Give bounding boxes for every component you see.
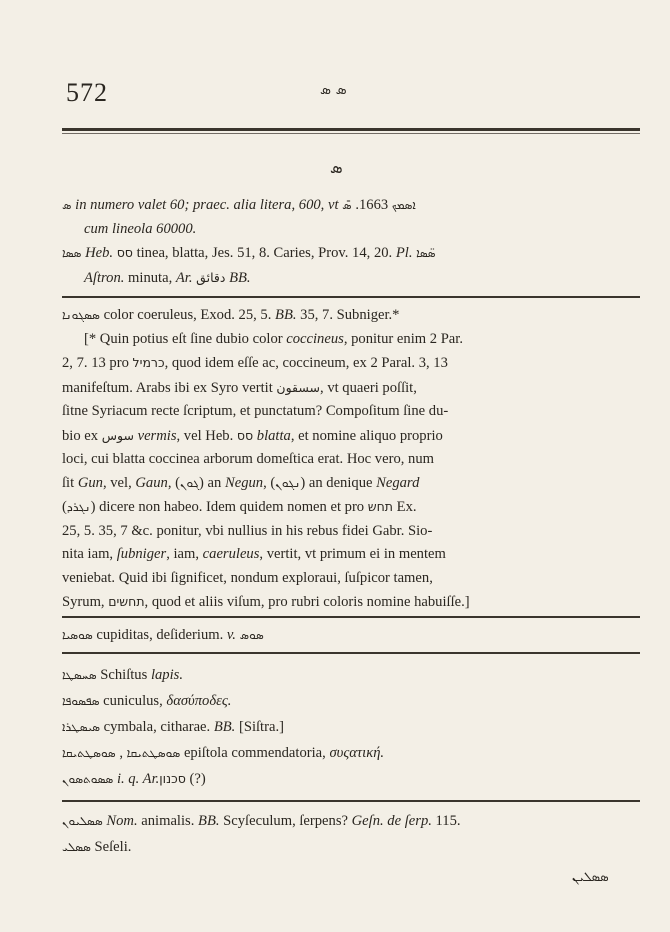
- separator-rule: [62, 296, 640, 298]
- entry-line: [62, 472, 640, 496]
- entry-text: Seſeli.: [90, 839, 132, 855]
- entry-line: [62, 543, 640, 567]
- entry-text: cuniculus,: [99, 693, 167, 709]
- entry-text: Nom.: [102, 813, 138, 829]
- entry-text: caeruleus: [202, 546, 260, 562]
- entry-text: 1663.: [351, 197, 392, 213]
- entry-text: Negard: [376, 474, 420, 491]
- entry-text: Heb.: [81, 245, 117, 261]
- entry-text: ſubniger: [116, 546, 167, 562]
- entry-text: BB.: [213, 719, 236, 735]
- entry-line: [62, 808, 640, 834]
- entry-text: coccineus: [286, 330, 344, 347]
- entry-text: , et nomine aliquo proprio: [290, 427, 443, 444]
- entry-text: (?): [185, 771, 206, 787]
- entry-line: [62, 495, 640, 520]
- entry-line: [62, 424, 640, 449]
- syriac-word: ܐܣܡܟ: [391, 198, 416, 212]
- syriac-word: ܣܚܣܛܐ: [62, 668, 97, 682]
- syriac-word: ܢܓܪܕ: [66, 500, 91, 514]
- entry-line: ſitne Syriacum recte ſcriptum, et punctatum? Compoſitum ſine du-: [62, 403, 449, 419]
- entry-text: Ar.: [175, 269, 193, 286]
- greek-word: συςατική.: [329, 745, 385, 761]
- entry-text: 115.: [431, 813, 461, 829]
- entry-text: epiſtola commendatoria,: [180, 745, 330, 761]
- entry-line: [62, 662, 640, 688]
- entry-text: lapis.: [150, 667, 183, 683]
- arabic-word: سوس: [101, 427, 134, 443]
- syriac-word: ܣܦܣܘܦܐ: [62, 694, 100, 708]
- entry-text: , (: [167, 474, 180, 491]
- entry-text: cupiditas, deſiderium.: [92, 627, 227, 643]
- syriac-word: ܣ: [62, 198, 72, 212]
- entry-line: [62, 590, 640, 615]
- syriac-word: ܣܘܣܝܐ: [62, 628, 93, 642]
- entry-line: loci, cui blatta coccinea arborum domeſtica erat. Hoc vero, num: [62, 451, 434, 467]
- entry-text: tinea, blatta, Jes. 51, 8. Caries, Prov. 14, 20.: [132, 245, 396, 261]
- entry-line: [62, 834, 640, 860]
- separator-rule: [62, 616, 640, 618]
- page-number: 572: [66, 78, 108, 107]
- entry-text: ) an: [199, 474, 225, 491]
- entry-line: [62, 351, 640, 376]
- separator-rule: [62, 800, 640, 802]
- entry-line: [62, 624, 640, 648]
- entry-line: [62, 766, 640, 792]
- entry-text: Gun: [77, 474, 103, 491]
- hebrew-word: תחשים: [108, 594, 145, 609]
- syriac-word: ܣܣܐ: [62, 246, 82, 260]
- entry-text: , iam,: [166, 546, 203, 562]
- entry-text: nita iam,: [62, 546, 117, 562]
- entry-text: vermis: [133, 427, 177, 444]
- entry-text: , ponitur enim 2 Par.: [343, 330, 463, 347]
- entry-line: [62, 714, 640, 740]
- entry-text: , quod et aliis viſum, pro rubri coloris nomine habuiſſe.]: [144, 594, 470, 610]
- entry-text: BB.: [225, 269, 251, 286]
- syriac-word: ܣ̈ܣܐ: [416, 246, 436, 260]
- entry-text: , vel,: [102, 474, 136, 491]
- hebrew-word: סס: [116, 245, 133, 260]
- entry-text: 2, 7. 13 pro: [62, 355, 133, 371]
- entry-text: , vel Heb.: [176, 427, 237, 444]
- syriac-word: ܣܘܣ: [239, 628, 264, 642]
- entry-text: Gaun: [135, 474, 168, 491]
- entry-text: ſit: [62, 474, 78, 491]
- entry-line: [62, 304, 640, 328]
- entry-text: v.: [226, 627, 236, 643]
- hebrew-word: תחש: [367, 499, 394, 514]
- entry-text: BB.: [198, 813, 220, 829]
- entry-block-3: [62, 624, 640, 648]
- separator-rule: [62, 652, 640, 654]
- syriac-word: ܣ̄: [342, 198, 352, 212]
- entry-text: Schiſtus: [96, 667, 151, 683]
- entry-text: Negun: [224, 474, 264, 491]
- hebrew-word: כרמיל: [132, 355, 165, 370]
- entry-text: [* Quin potius eſt ſine dubio color: [84, 330, 287, 347]
- entry-block-1: [62, 194, 640, 290]
- catchword: ܣܣܠܝܢ: [572, 870, 609, 885]
- arabic-word: سسقون: [276, 379, 321, 395]
- entry-line: [62, 266, 640, 291]
- entry-text: , vertit, vt primum ei in mentem: [259, 546, 446, 562]
- arabic-word: دقائق: [196, 269, 226, 285]
- syriac-word: ܣܣܘܬܣܘܢ: [62, 772, 114, 786]
- syriac-word: ܣܝܣܛܪܐ: [62, 720, 100, 734]
- entry-text: i. q.: [113, 771, 143, 787]
- entry-text: , vt quaeri poſſit,: [320, 379, 417, 396]
- entry-text: BB.: [275, 307, 297, 323]
- entry-text: minuta,: [124, 269, 176, 286]
- entry-line: [62, 328, 640, 352]
- entry-line: [62, 241, 640, 266]
- entry-text: Ex.: [393, 499, 417, 515]
- entry-text: ,: [115, 745, 127, 761]
- entry-block-4: [62, 662, 640, 792]
- syriac-word: ܣܣܠܝܘܢ: [62, 814, 103, 828]
- entry-line: cum lineola 60000.: [84, 220, 197, 237]
- syriac-word: ܢܓܘܢ: [275, 475, 301, 490]
- entry-text: blatta: [253, 427, 291, 444]
- entry-text: in numero valet 60; praec. alia litera, 600, vt: [71, 197, 343, 213]
- hebrew-word: סכנון: [159, 771, 186, 786]
- entry-text: [Siſtra.]: [235, 719, 284, 735]
- entry-block-2: [62, 304, 640, 615]
- entry-text: Aſtron.: [84, 269, 125, 286]
- syriac-word: ܣܘܣܛܬܝܩܐ: [62, 746, 116, 760]
- entry-text: ) dicere non habeo. Idem quidem nomen et pro: [90, 499, 368, 515]
- entry-text: animalis.: [137, 813, 199, 829]
- entry-text: manifeſtum. Arabs ibi ex Syro vertit: [62, 379, 277, 396]
- entry-text: (: [62, 499, 67, 515]
- entry-line: 25, 5. 35, 7 &c. ponitur, vbi nullius in his rebus fidei Gabr. Sio-: [62, 522, 433, 539]
- entry-text: Scyſeculum, ſerpens?: [219, 813, 352, 829]
- entry-line: [62, 194, 640, 218]
- syriac-word: ܣܣܠܝ: [62, 840, 91, 854]
- entry-line: veniebat. Quid ibi ſignificet, nondum exploraui, ſuſpicor tamen,: [62, 569, 433, 586]
- entry-text: , quod idem eſſe ac, coccineum, ex 2 Paral. 3, 13: [164, 355, 448, 371]
- running-head: ܣ ܣ: [320, 82, 347, 98]
- section-letter: ܣ: [330, 158, 343, 177]
- header-rule-thin: [62, 133, 640, 134]
- entry-text: cymbala, citharae.: [99, 719, 214, 735]
- entry-text: bio ex: [62, 427, 102, 444]
- entry-text: 35, 7. Subniger.*: [296, 307, 400, 323]
- syriac-word: ܣܘܣܛܬܝܩܐ: [126, 746, 181, 760]
- entry-block-5: [62, 808, 640, 860]
- greek-word: δασύποδες.: [166, 693, 232, 709]
- entry-text: Syrum,: [62, 594, 109, 610]
- entry-text: Ar.: [142, 771, 160, 787]
- entry-text: ) an denique: [300, 474, 377, 491]
- header-rule: [62, 128, 640, 131]
- entry-text: color coeruleus, Exod. 25, 5.: [99, 307, 276, 323]
- hebrew-word: סס: [236, 427, 254, 443]
- entry-line: [62, 376, 640, 401]
- entry-text: Pl.: [395, 245, 413, 261]
- entry-text: Geſn. de ſerp.: [351, 813, 432, 829]
- entry-line: [62, 688, 640, 714]
- syriac-word: ܣܣܓܘܢܐ: [62, 308, 100, 322]
- syriac-word: ܓܘܢ: [180, 475, 200, 490]
- entry-line: [62, 740, 640, 766]
- entry-text: , (: [263, 474, 276, 491]
